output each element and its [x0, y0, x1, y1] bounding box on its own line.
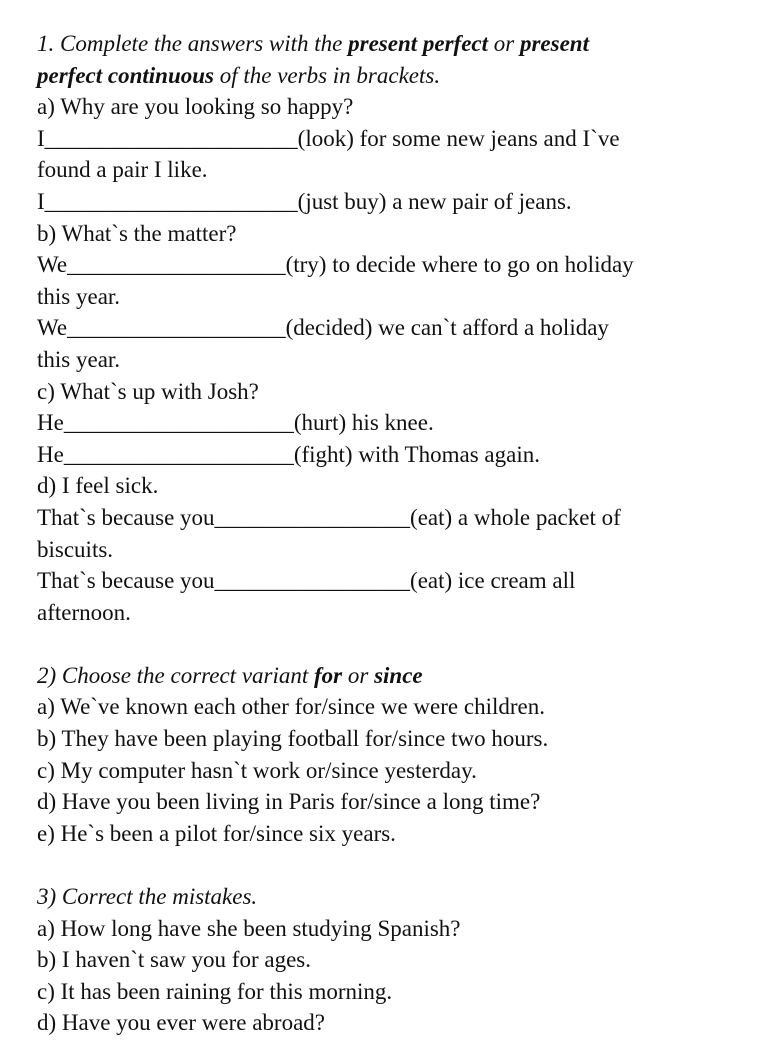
answer-line: I______________________(look) for some new jeans and I`ve: [37, 125, 620, 151]
answer-line: That`s because you_________________(eat) a whole packet of: [37, 504, 621, 530]
exercise-1-heading-cont: [37, 60, 757, 92]
exercise-2-heading: [37, 660, 757, 692]
answer-line: He____________________(hurt) his knee.: [37, 410, 434, 436]
question-b: b) What`s the matter?: [37, 220, 237, 246]
answer-line: biscuits.: [37, 536, 114, 562]
heading-emphasis: present perfect: [348, 31, 489, 56]
answer-line: That`s because you_________________(eat) ice cream all: [37, 568, 576, 594]
exercise-item: a) We`ve known each other for/since we were children.: [37, 694, 545, 720]
exercise-item: e) He`s been a pilot for/since six years.: [37, 820, 396, 846]
section-gap: [37, 849, 757, 881]
worksheet: [37, 28, 757, 1039]
heading-text: or: [488, 31, 520, 56]
exercise-item: d) Have you been living in Paris for/since a long time?: [37, 789, 541, 815]
exercise-3-heading: 3) Correct the mistakes.: [37, 884, 258, 910]
answer-line: this year.: [37, 346, 121, 372]
question-d: d) I feel sick.: [37, 473, 159, 499]
heading-emphasis: since: [374, 662, 423, 688]
heading-emphasis: perfect continuous: [37, 62, 214, 88]
exercise-item: c) It has been raining for this morning.: [37, 978, 393, 1004]
section-gap: [37, 628, 757, 660]
answer-line: found a pair I like.: [37, 157, 208, 183]
heading-text: or: [342, 662, 375, 688]
exercise-item: a) How long have she been studying Spanish?: [37, 915, 461, 941]
answer-line: afternoon.: [37, 599, 131, 625]
heading-emphasis: for: [314, 662, 343, 688]
exercise-item: c) My computer hasn`t work or/since yesterday.: [37, 757, 477, 783]
heading-text: of the verbs in brackets.: [213, 62, 441, 88]
exercise-item: d) Have you ever were abroad?: [37, 1010, 325, 1036]
exercise-item: b) I haven`t saw you for ages.: [37, 947, 311, 973]
heading-emphasis: present: [519, 31, 589, 56]
heading-text: 2) Choose the correct variant: [37, 662, 315, 688]
question-c: c) What`s up with Josh?: [37, 378, 259, 404]
answer-line: I______________________(just buy) a new pair of jeans.: [37, 188, 572, 214]
exercise-1-heading: [37, 28, 757, 60]
answer-line: this year.: [37, 283, 121, 309]
exercise-item: b) They have been playing football for/since two hours.: [37, 726, 549, 752]
heading-text: 1. Complete the answers with the: [37, 31, 349, 56]
answer-line: We___________________(decided) we can`t afford a holiday: [37, 315, 609, 341]
answer-line: We___________________(try) to decide where to go on holiday: [37, 252, 634, 278]
question-a: a) Why are you looking so happy?: [37, 94, 354, 120]
answer-line: He____________________(fight) with Thomas again.: [37, 441, 540, 467]
